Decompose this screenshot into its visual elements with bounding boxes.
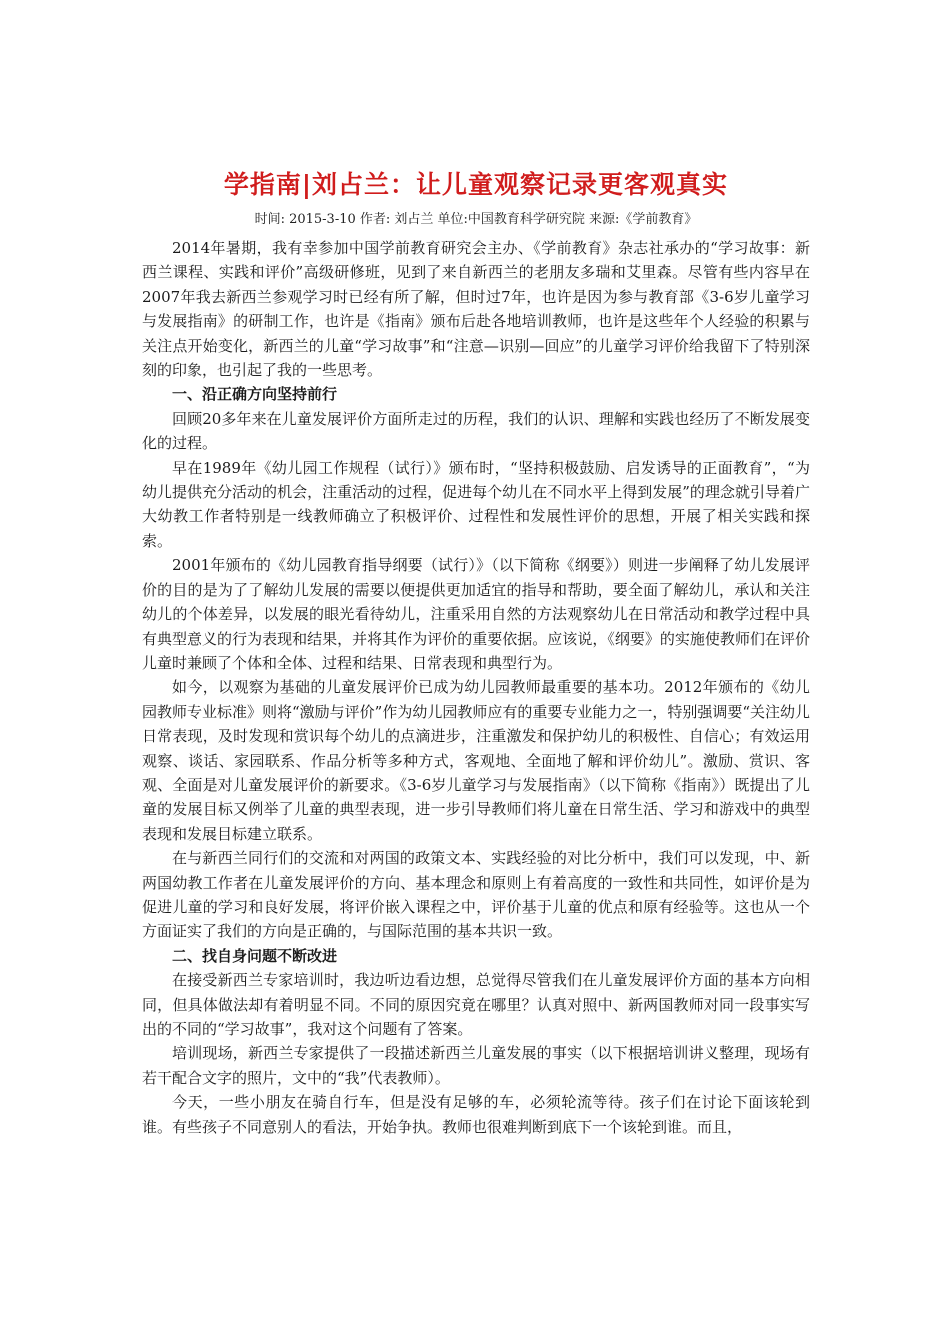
paragraph: 2001年颁布的《幼儿园教育指导纲要（试行）》（以下简称《纲要》）则进一步阐释了幼儿发展评价的目的是为了了解幼儿发展的需要以便提供更加适宜的指导和帮助，要全面了解幼儿，承认和关注幼儿的个体差异，以发展的眼光看待幼儿，注重采用自然的方法观察幼儿在日常活动和教学过程中具有典型意义的行为表现和结果，并将其作为评价的重要依据。应该说，《纲要》的实施使教师们在评价儿童时兼顾了个体和全体、过程和结果、日常表现和典型行为。 (142, 556, 810, 672)
paragraph: 早在1989年《幼儿园工作规程（试行）》颁布时，“坚持积极鼓励、启发诱导的正面教育”，“为幼儿提供充分活动的机会，注重活动的过程，促进每个幼儿在不同水平上得到发展”的理念就引导着广大幼教工作者特别是一线教师确立了积极评价、过程性和发展性评价的思想，开展了相关实践和探索。 (142, 458, 810, 550)
article-body (142, 236, 810, 1139)
section-heading-1: 一、沿正确方向坚持前行 (172, 385, 338, 404)
section-heading-2: 二、找自身问题不断改进 (172, 946, 338, 965)
document-page (142, 0, 810, 1344)
paragraph: 培训现场，新西兰专家提供了一段描述新西兰儿童发展的事实（以下根据培训讲义整理，现场有若干配合文字的照片，文中的“我”代表教师）。 (142, 1044, 810, 1087)
paragraph: 如今，以观察为基础的儿童发展评价已成为幼儿园教师最重要的基本功。2012年颁布的《幼儿园教师专业标准》则将“激励与评价”作为幼儿园教师应有的重要专业能力之一，特别强调要“关注幼儿日常表现，及时发现和赏识每个幼儿的点滴进步，注重激发和保护幼儿的积极性、自信心；有效运用观察、谈话、家园联系、作品分析等多种方式，客观地、全面地了解和评价幼儿”。激励、赏识、客观、全面是对儿童发展评价的新要求。《3-6岁儿童学习与发展指南》（以下简称《指南》）既提出了儿童的发展目标又例举了儿童的典型表现，进一步引导教师们将儿童在日常生活、学习和游戏中的典型表现和发展目标建立联系。 (142, 678, 811, 843)
article-meta: 时间: 2015-3-10 作者: 刘占兰 单位:中国教育科学研究院 来源:《学前教育》 (254, 212, 698, 227)
article-title: 学指南|刘占兰：让儿童观察记录更客观真实 (223, 170, 729, 199)
paragraph: 今天，一些小朋友在骑自行车，但是没有足够的车，必须轮流等待。孩子们在讨论下面该轮到谁。有些孩子不同意别人的看法，开始争执。教师也很难判断到底下一个该轮到谁。而且， (142, 1093, 810, 1136)
paragraph: 2014年暑期，我有幸参加中国学前教育研究会主办、《学前教育》杂志社承办的“学习故事：新西兰课程、实践和评价”高级研修班，见到了来自新西兰的老朋友多瑞和艾里森。尽管有些内容早在2007年我去新西兰参观学习时已经有所了解，但时过7年，也许是因为参与教育部《3-6岁儿童学习与发展指南》的研制工作，也许是《指南》颁布后赴各地培训教师，也许是这些年个人经验的积累与关注点开始变化，新西兰的儿童“学习故事”和“注意—识别—回应”的儿童学习评价给我留下了特别深刻的印象，也引起了我的一些思考。 (142, 239, 810, 380)
paragraph: 在接受新西兰专家培训时，我边听边看边想，总觉得尽管我们在儿童发展评价方面的基本方向相同，但具体做法却有着明显不同。不同的原因究竟在哪里？认真对照中、新两国教师对同一段事实写出的不同的“学习故事”，我对这个问题有了答案。 (142, 971, 810, 1038)
paragraph: 回顾20多年来在儿童发展评价方面所走过的历程，我们的认识、理解和实践也经历了不断发展变化的过程。 (142, 409, 810, 453)
paragraph: 在与新西兰同行们的交流和对两国的政策文本、实践经验的对比分析中，我们可以发现，中、新两国幼教工作者在儿童发展评价的方向、基本理念和原则上有着高度的一致性和共同性，如评价是为促进儿童的学习和良好发展，将评价嵌入课程之中，评价基于儿童的优点和原有经验等。这也从一个方面证实了我们的方向是正确的，与国际范围的基本共识一致。 (142, 849, 810, 941)
